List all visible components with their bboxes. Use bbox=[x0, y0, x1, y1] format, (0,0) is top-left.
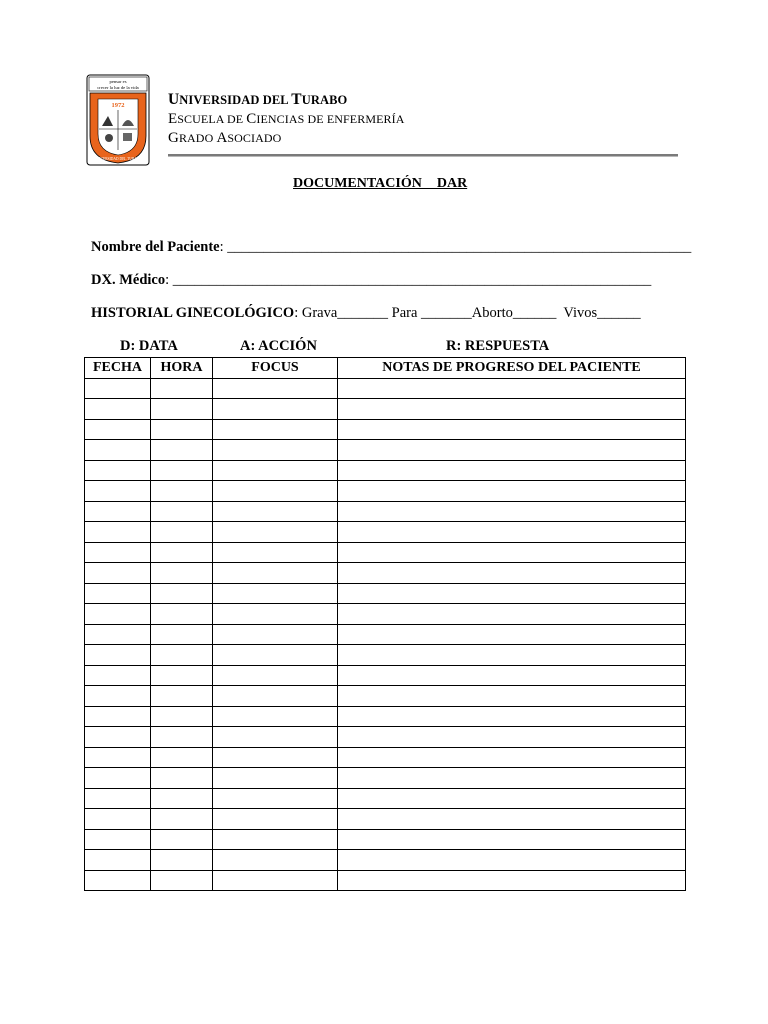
table-row bbox=[85, 542, 686, 563]
notas-cell[interactable] bbox=[338, 378, 686, 399]
table-row bbox=[85, 419, 686, 440]
notas-cell[interactable] bbox=[338, 788, 686, 809]
fecha-cell[interactable] bbox=[85, 604, 151, 625]
fecha-cell[interactable] bbox=[85, 501, 151, 522]
fecha-cell[interactable] bbox=[85, 768, 151, 789]
notas-cell[interactable] bbox=[338, 542, 686, 563]
table-row bbox=[85, 624, 686, 645]
university-seal-logo bbox=[86, 74, 150, 166]
focus-cell[interactable] bbox=[213, 747, 338, 768]
focus-cell[interactable] bbox=[213, 870, 338, 891]
table-row bbox=[85, 645, 686, 666]
column-header-hora: HORA bbox=[151, 358, 213, 379]
focus-cell[interactable] bbox=[213, 829, 338, 850]
hora-cell[interactable] bbox=[151, 768, 213, 789]
fecha-cell[interactable] bbox=[85, 788, 151, 809]
focus-cell[interactable] bbox=[213, 542, 338, 563]
table-row bbox=[85, 665, 686, 686]
focus-cell[interactable] bbox=[213, 419, 338, 440]
hora-cell[interactable] bbox=[151, 522, 213, 543]
fecha-cell[interactable] bbox=[85, 563, 151, 584]
fecha-cell[interactable] bbox=[85, 542, 151, 563]
fecha-cell[interactable] bbox=[85, 850, 151, 871]
fecha-cell[interactable] bbox=[85, 419, 151, 440]
notas-cell[interactable] bbox=[338, 583, 686, 604]
notas-cell[interactable] bbox=[338, 522, 686, 543]
logo-motto-line1: pensar es bbox=[109, 79, 127, 84]
dx-label: DX. Médico bbox=[91, 272, 166, 288]
focus-cell[interactable] bbox=[213, 706, 338, 727]
hora-cell[interactable] bbox=[151, 686, 213, 707]
table-row bbox=[85, 440, 686, 461]
hora-cell[interactable] bbox=[151, 378, 213, 399]
fecha-cell[interactable] bbox=[85, 399, 151, 420]
notas-cell[interactable] bbox=[338, 645, 686, 666]
table-body bbox=[85, 378, 686, 891]
table-row bbox=[85, 747, 686, 768]
table-row bbox=[85, 850, 686, 871]
fecha-cell[interactable] bbox=[85, 747, 151, 768]
focus-cell[interactable] bbox=[213, 645, 338, 666]
focus-cell[interactable] bbox=[213, 563, 338, 584]
focus-cell[interactable] bbox=[213, 522, 338, 543]
hora-cell[interactable] bbox=[151, 440, 213, 461]
hora-cell[interactable] bbox=[151, 665, 213, 686]
focus-cell[interactable] bbox=[213, 768, 338, 789]
focus-cell[interactable] bbox=[213, 583, 338, 604]
focus-cell[interactable] bbox=[213, 481, 338, 502]
notas-cell[interactable] bbox=[338, 419, 686, 440]
fecha-cell[interactable] bbox=[85, 460, 151, 481]
column-header-focus: FOCUS bbox=[213, 358, 338, 379]
hora-cell[interactable] bbox=[151, 583, 213, 604]
fecha-cell[interactable] bbox=[85, 829, 151, 850]
section-data: D: DATA bbox=[120, 338, 178, 354]
hora-cell[interactable] bbox=[151, 850, 213, 871]
notas-cell[interactable] bbox=[338, 460, 686, 481]
notas-cell[interactable] bbox=[338, 727, 686, 748]
column-header-fecha: FECHA bbox=[85, 358, 151, 379]
fecha-cell[interactable] bbox=[85, 645, 151, 666]
section-response: R: RESPUESTA bbox=[446, 338, 550, 354]
hora-cell[interactable] bbox=[151, 399, 213, 420]
fecha-cell[interactable] bbox=[85, 809, 151, 830]
table-row bbox=[85, 829, 686, 850]
hora-cell[interactable] bbox=[151, 460, 213, 481]
table-row bbox=[85, 768, 686, 789]
table-row bbox=[85, 460, 686, 481]
program-name: GRADO ASOCIADO bbox=[168, 130, 282, 146]
fecha-cell[interactable] bbox=[85, 481, 151, 502]
table-row bbox=[85, 399, 686, 420]
fecha-cell[interactable] bbox=[85, 870, 151, 891]
patient-name-label: Nombre del Paciente bbox=[91, 239, 220, 255]
fecha-cell[interactable] bbox=[85, 706, 151, 727]
progress-notes-table bbox=[84, 357, 686, 891]
table-row bbox=[85, 706, 686, 727]
hora-cell[interactable] bbox=[151, 706, 213, 727]
hora-cell[interactable] bbox=[151, 419, 213, 440]
dx-line[interactable]: : __________________________________________________________________ bbox=[165, 272, 652, 288]
notas-cell[interactable] bbox=[338, 809, 686, 830]
fecha-cell[interactable] bbox=[85, 440, 151, 461]
logo-year: 1972 bbox=[111, 102, 125, 109]
hora-cell[interactable] bbox=[151, 624, 213, 645]
focus-cell[interactable] bbox=[213, 378, 338, 399]
focus-cell[interactable] bbox=[213, 624, 338, 645]
column-header-notas: NOTAS DE PROGRESO DEL PACIENTE bbox=[338, 358, 686, 379]
hora-cell[interactable] bbox=[151, 563, 213, 584]
focus-cell[interactable] bbox=[213, 809, 338, 830]
notas-cell[interactable] bbox=[338, 563, 686, 584]
hora-cell[interactable] bbox=[151, 604, 213, 625]
fecha-cell[interactable] bbox=[85, 727, 151, 748]
fecha-cell[interactable] bbox=[85, 583, 151, 604]
table-row bbox=[85, 522, 686, 543]
focus-cell[interactable] bbox=[213, 399, 338, 420]
table-row bbox=[85, 604, 686, 625]
table-row bbox=[85, 809, 686, 830]
logo-ring-text: UNIVERSIDAD DEL TURABO bbox=[94, 157, 142, 161]
table-row bbox=[85, 686, 686, 707]
table-row bbox=[85, 378, 686, 399]
notas-cell[interactable] bbox=[338, 481, 686, 502]
focus-cell[interactable] bbox=[213, 727, 338, 748]
table-row bbox=[85, 481, 686, 502]
notas-cell[interactable] bbox=[338, 501, 686, 522]
focus-cell[interactable] bbox=[213, 501, 338, 522]
table-row bbox=[85, 583, 686, 604]
gynecological-history-field[interactable] bbox=[91, 305, 641, 322]
fecha-cell[interactable] bbox=[85, 522, 151, 543]
focus-cell[interactable] bbox=[213, 686, 338, 707]
fecha-cell[interactable] bbox=[85, 624, 151, 645]
history-label: HISTORIAL GINECOLÓGICO bbox=[91, 305, 295, 321]
hora-cell[interactable] bbox=[151, 542, 213, 563]
school-name: ESCUELA DE CIENCIAS DE ENFERMERÍA bbox=[168, 111, 405, 127]
notas-cell[interactable] bbox=[338, 850, 686, 871]
fecha-cell[interactable] bbox=[85, 686, 151, 707]
dx-field[interactable] bbox=[91, 272, 651, 289]
focus-cell[interactable] bbox=[213, 440, 338, 461]
focus-cell[interactable] bbox=[213, 604, 338, 625]
hora-cell[interactable] bbox=[151, 645, 213, 666]
focus-cell[interactable] bbox=[213, 665, 338, 686]
table-row bbox=[85, 727, 686, 748]
university-name: UNIVERSIDAD DEL TURABO bbox=[168, 91, 348, 108]
notas-cell[interactable] bbox=[338, 829, 686, 850]
hora-cell[interactable] bbox=[151, 727, 213, 748]
table-row bbox=[85, 788, 686, 809]
notas-cell[interactable] bbox=[338, 768, 686, 789]
patient-name-line[interactable]: : ________________________________________________________________ bbox=[219, 239, 692, 255]
notas-cell[interactable] bbox=[338, 440, 686, 461]
notas-cell[interactable] bbox=[338, 706, 686, 727]
history-blanks[interactable]: : Grava_______ Para _______Aborto______ Vivos______ bbox=[294, 305, 641, 321]
institution-header bbox=[168, 90, 405, 148]
focus-cell[interactable] bbox=[213, 460, 338, 481]
fecha-cell[interactable] bbox=[85, 378, 151, 399]
hora-cell[interactable] bbox=[151, 870, 213, 891]
hora-cell[interactable] bbox=[151, 501, 213, 522]
hora-cell[interactable] bbox=[151, 481, 213, 502]
logo-motto-line2: crecer la luz de la vida bbox=[97, 85, 139, 90]
hora-cell[interactable] bbox=[151, 788, 213, 809]
notas-cell[interactable] bbox=[338, 686, 686, 707]
fecha-cell[interactable] bbox=[85, 665, 151, 686]
table-header-row bbox=[85, 358, 686, 379]
table-row bbox=[85, 501, 686, 522]
focus-cell[interactable] bbox=[213, 788, 338, 809]
hora-cell[interactable] bbox=[151, 829, 213, 850]
notas-cell[interactable] bbox=[338, 624, 686, 645]
notas-cell[interactable] bbox=[338, 399, 686, 420]
patient-name-field[interactable] bbox=[91, 239, 691, 256]
notas-cell[interactable] bbox=[338, 870, 686, 891]
table-row bbox=[85, 563, 686, 584]
section-action: A: ACCIÓN bbox=[240, 338, 317, 354]
notas-cell[interactable] bbox=[338, 747, 686, 768]
header-divider bbox=[168, 154, 678, 157]
hora-cell[interactable] bbox=[151, 747, 213, 768]
hora-cell[interactable] bbox=[151, 809, 213, 830]
table-row bbox=[85, 870, 686, 891]
document-title: DOCUMENTACIÓN DAR bbox=[293, 176, 468, 191]
notas-cell[interactable] bbox=[338, 665, 686, 686]
focus-cell[interactable] bbox=[213, 850, 338, 871]
notas-cell[interactable] bbox=[338, 604, 686, 625]
